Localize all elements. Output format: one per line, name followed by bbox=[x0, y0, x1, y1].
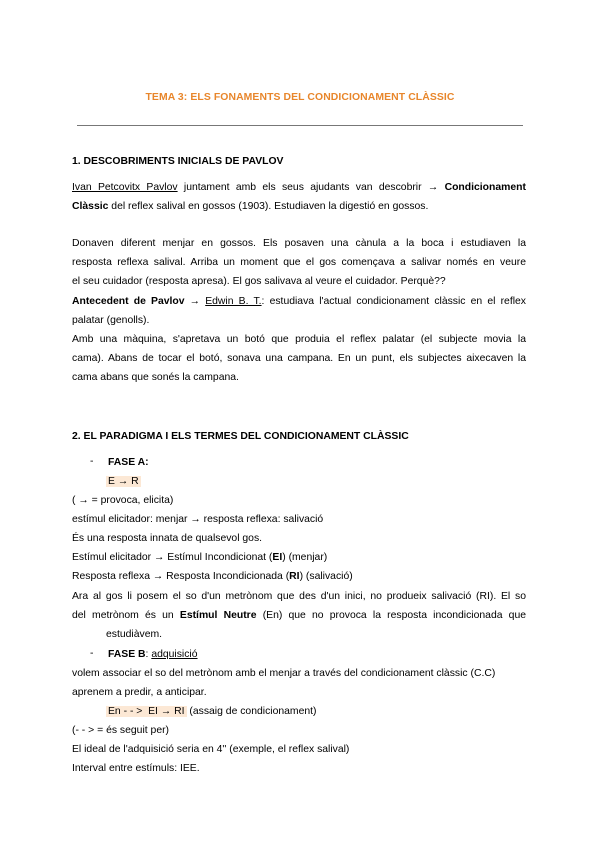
paragraph-line: estudiàvem. bbox=[106, 629, 163, 640]
paragraph-line: cama abans que sonés la campana. bbox=[72, 372, 239, 383]
document-title: TEMA 3: ELS FONAMENTS DEL CONDICIONAMENT CLÀSSIC bbox=[145, 92, 455, 103]
conditioning-formula bbox=[106, 705, 316, 719]
highlighted-formula: En - - > EI → RI bbox=[108, 706, 185, 717]
bold-term: Estímul Neutre bbox=[179, 610, 257, 621]
paragraph-line: cama). Abans de tocar el botó, sonava una campana. En un punt, els subjectes aixecaven la bbox=[72, 353, 526, 364]
paragraph-line bbox=[72, 551, 327, 565]
phase-b-label bbox=[108, 648, 198, 662]
bold-term: Clàssic bbox=[72, 201, 109, 212]
text-span: juntament amb els seus ajudants van descobrir → bbox=[177, 182, 445, 193]
bold-term: Condicionament bbox=[444, 182, 526, 193]
person-name: Edwin B. T. bbox=[205, 296, 262, 307]
section-1-heading: 1. DESCOBRIMENTS INICIALS DE PAVLOV bbox=[72, 156, 284, 167]
paragraph-line bbox=[72, 609, 526, 623]
bullet-dash: - bbox=[90, 648, 94, 659]
paragraph-line: Amb una màquina, s'apretava un botó que produia el reflex palatar (el subjecte movia la bbox=[72, 334, 526, 345]
text-span: Resposta reflexa → Resposta Incondicionada ( bbox=[72, 571, 290, 582]
paragraph-line: (- - > = és seguit per) bbox=[72, 725, 170, 736]
paragraph-line: ( → = provoca, elicita) bbox=[72, 495, 174, 506]
text-span: (assaig de condicionament) bbox=[186, 706, 317, 717]
text-span: del reflex salival en gossos (1903). Estudiaven la digestió en gossos. bbox=[108, 201, 429, 212]
paragraph-line bbox=[72, 181, 526, 195]
paragraph-line: palatar (genolls). bbox=[72, 315, 150, 326]
paragraph-line: el seu cuidador (resposta apresa). El gos salivava al veure el cuidador. Perquè?? bbox=[72, 276, 446, 287]
paragraph-line: volem associar el so del metrònom amb el menjar a través del condicionament clàssic (C.C) bbox=[72, 668, 496, 679]
text-span: ) (salivació) bbox=[299, 571, 353, 582]
text-span: ) (menjar) bbox=[282, 552, 328, 563]
text-span: : bbox=[145, 649, 152, 660]
paragraph-line bbox=[72, 200, 428, 214]
bullet-dash: - bbox=[90, 456, 94, 467]
text-span: (En) que no provoca la resposta incondicionada que bbox=[256, 610, 527, 621]
bold-term: RI bbox=[289, 571, 300, 582]
paragraph-line: resposta reflexa salival. Arriba un moment que el gos començava a salivar només en veure bbox=[72, 257, 526, 268]
underlined-term: adquisició bbox=[151, 649, 198, 660]
section-2-heading: 2. EL PARADIGMA I ELS TERMES DEL CONDICIONAMENT CLÀSSIC bbox=[72, 431, 409, 442]
paragraph-line: estímul elicitador: menjar → resposta reflexa: salivació bbox=[72, 514, 324, 525]
person-name: Ivan Petcovitx Pavlov bbox=[72, 182, 178, 193]
stimulus-response-formula bbox=[106, 475, 141, 489]
text-span: del metrònom és un bbox=[72, 610, 180, 621]
paragraph-line bbox=[72, 295, 526, 309]
paragraph-line: aprenem a predir, a anticipar. bbox=[72, 687, 207, 698]
paragraph-line: Ara al gos li posem el so d'un metrònom que des d'un inici, no produeix salivació (RI). El so bbox=[72, 591, 526, 602]
paragraph-line bbox=[72, 570, 353, 584]
paragraph-line: El ideal de l'adquisició seria en 4'' (exemple, el reflex salival) bbox=[72, 744, 350, 755]
title-divider bbox=[77, 125, 523, 126]
bold-term: EI bbox=[272, 552, 283, 563]
text-span: Estímul elicitador → Estímul Incondicionat ( bbox=[72, 552, 273, 563]
paragraph-line: Donaven diferent menjar en gossos. Els posaven una cànula a la boca i estudiaven la bbox=[72, 238, 526, 249]
phase-a-label: FASE A: bbox=[108, 457, 149, 468]
paragraph-line: Interval entre estímuls: IEE. bbox=[72, 763, 200, 774]
text-span: : estudiava l'actual condicionament clàssic en el reflex bbox=[261, 296, 527, 307]
paragraph-line: És una resposta innata de qualsevol gos. bbox=[72, 533, 263, 544]
bold-term: Antecedent de Pavlov → bbox=[72, 296, 201, 307]
bold-term: FASE B bbox=[108, 649, 146, 660]
highlighted-formula: E → R bbox=[108, 476, 139, 487]
